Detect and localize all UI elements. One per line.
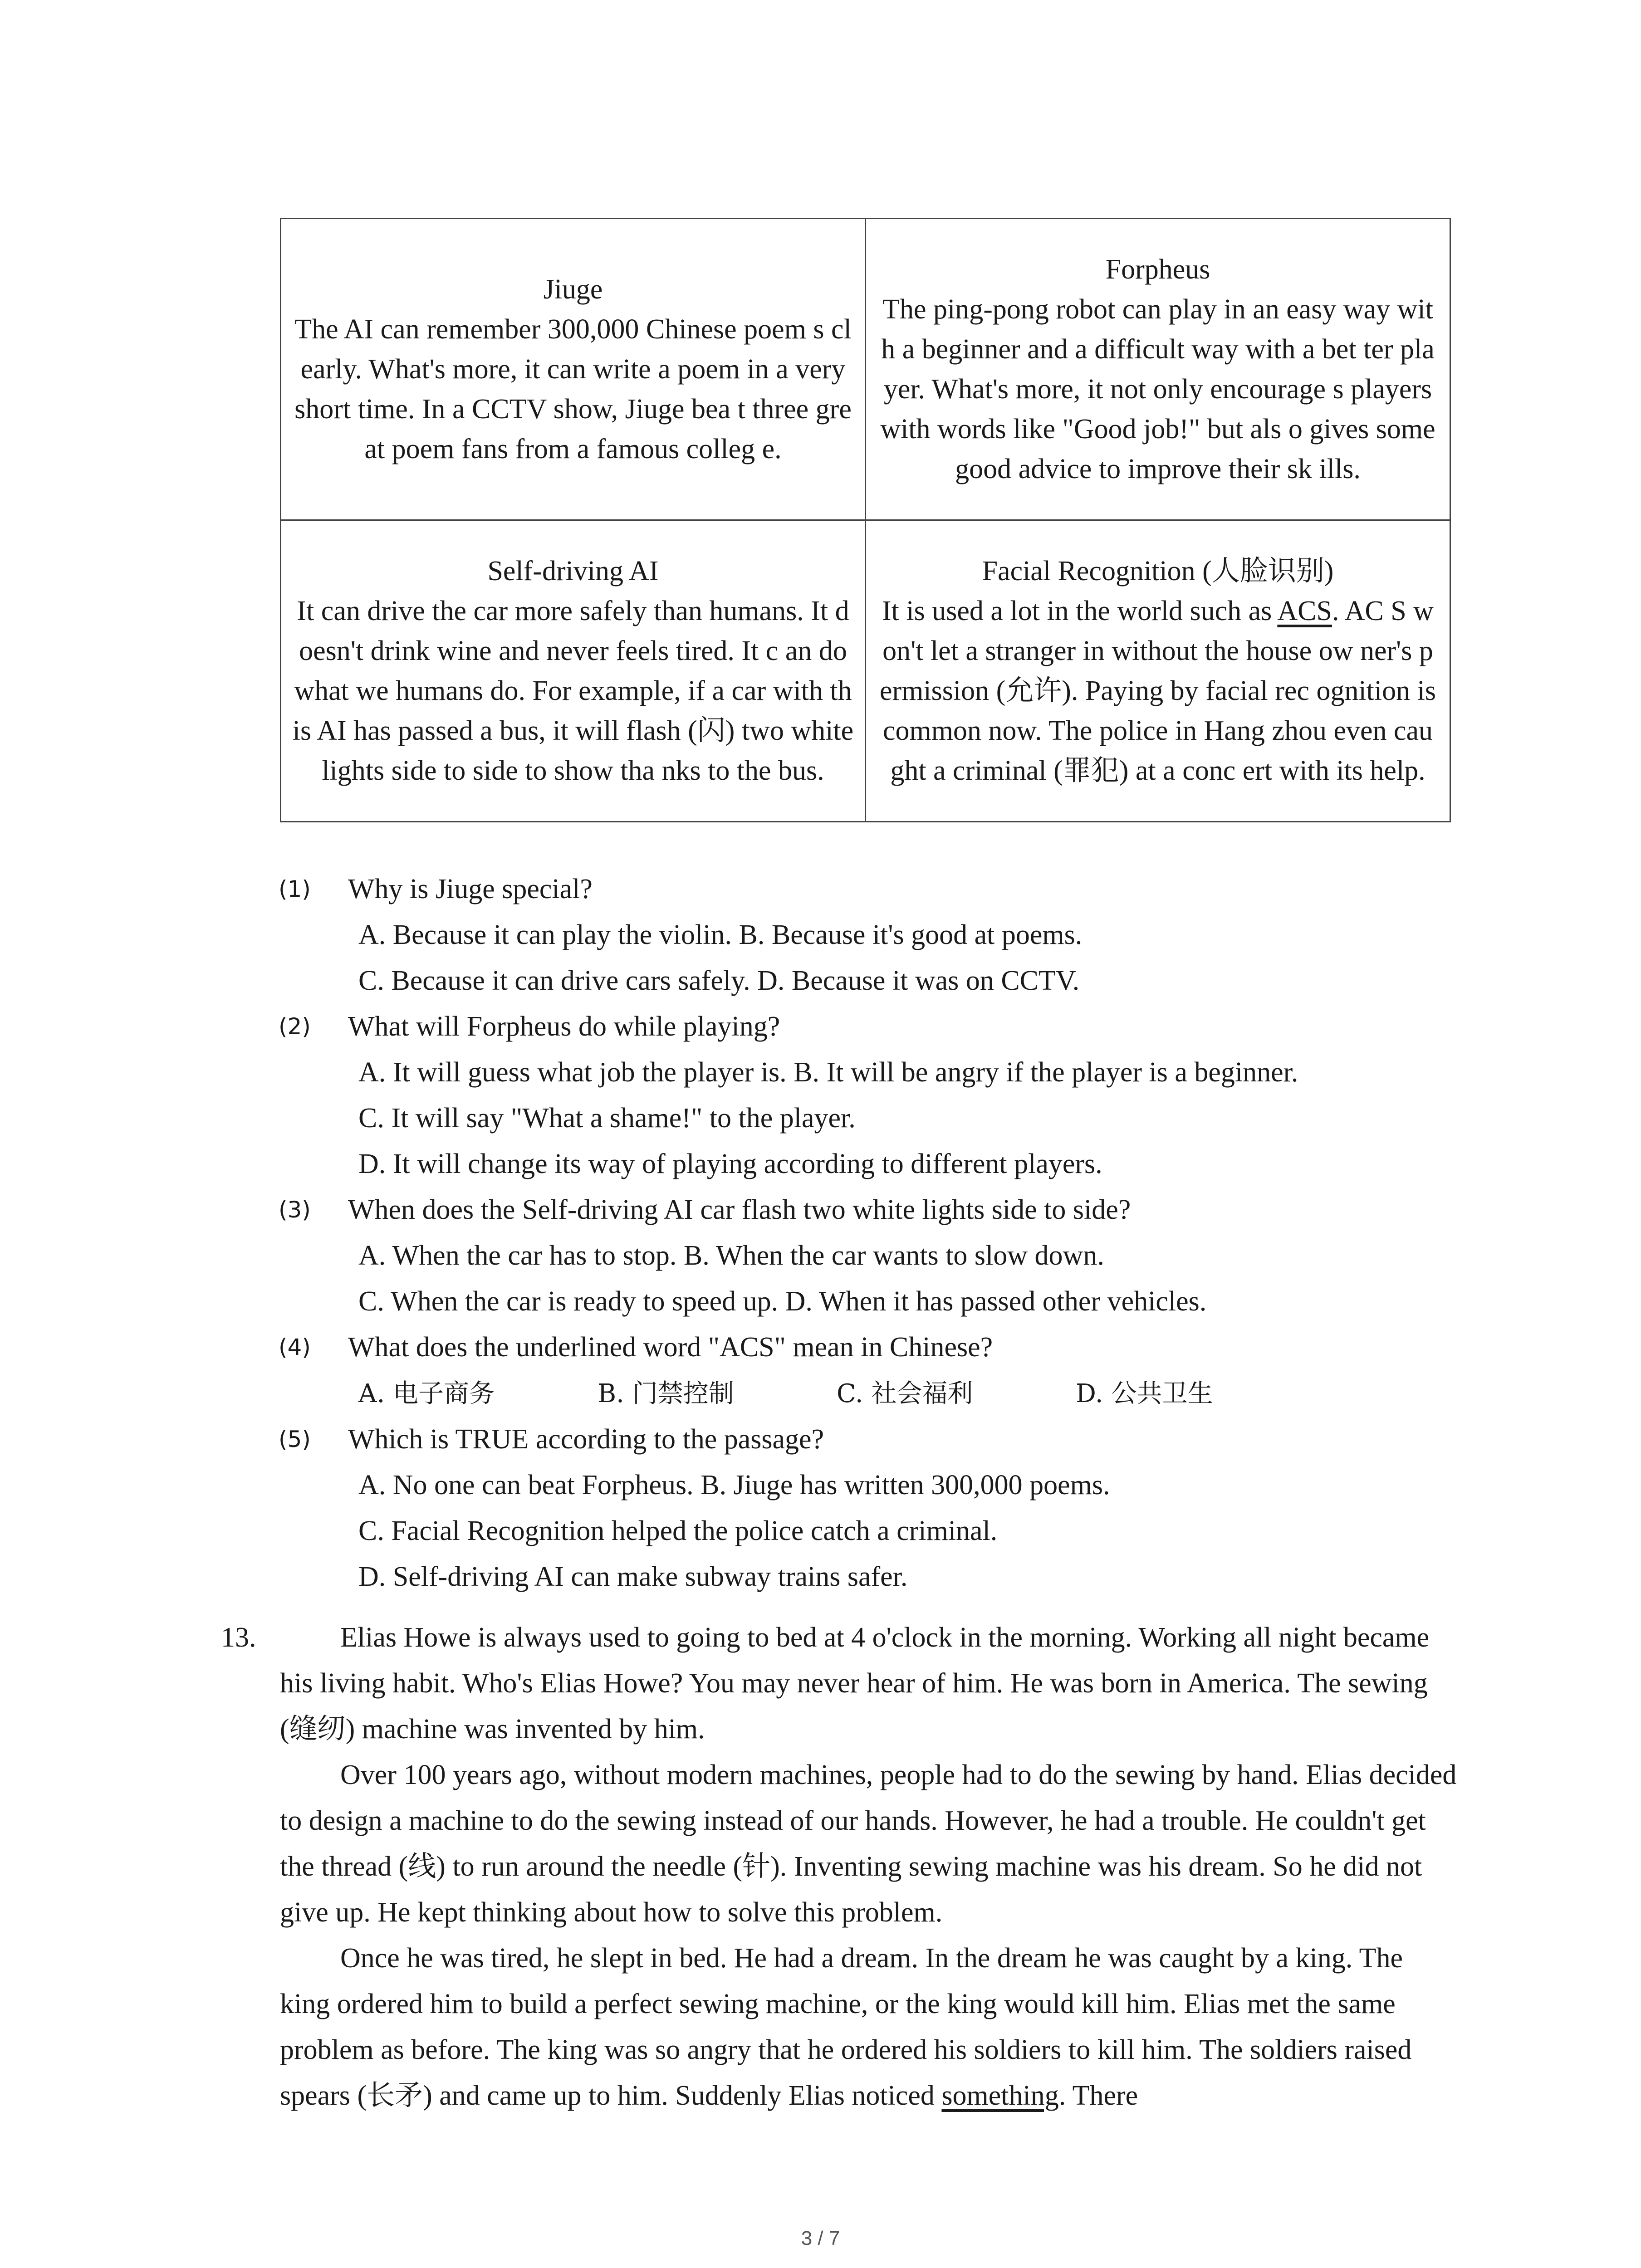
question-options-line: C. It will say "What a shame!" to the player. [358, 1103, 856, 1134]
facial-text-before: It is used a lot in the world such as [882, 596, 1278, 626]
question-list [280, 866, 1460, 1600]
paragraph: Elias Howe is always used to going to bed at 4 o'clock in the morning. Working all night became his living habit. Who's Elias Howe? You may never hear of him. He was born in America. The sewing (缝纫) machine was invented by him. [280, 1622, 1430, 1745]
cell-text-facial [877, 591, 1439, 791]
question-stem: When does the Self-driving AI car flash two white lights side to side? [348, 1194, 1131, 1225]
option-c: C. 社会福利 [837, 1379, 973, 1408]
question-number: (2) [279, 1013, 311, 1040]
question-options-line [358, 1370, 1460, 1417]
option-b: B. 门禁控制 [598, 1379, 734, 1408]
cell-self-driving [281, 520, 866, 822]
question-options-line: A. When the car has to stop. B. When the car wants to slow down. [358, 1240, 1104, 1271]
ai-info-table [280, 218, 1451, 822]
question-options-line: C. When the car is ready to speed up. D. When it has passed other vehicles. [358, 1286, 1207, 1317]
question-options-line: C. Because it can drive cars safely. D. Because it was on CCTV. [358, 965, 1080, 996]
option-d: D. 公共卫生 [1076, 1379, 1213, 1408]
underlined-something: something [941, 2080, 1059, 2111]
cell-text-self-driving: It can drive the car more safely than humans. It doesn't drink wine and never feels tired. It c an do what we humans do. For example, if a car with this AI has passed a bus, it will flash (闪) two white lights side to side to show tha nks to the bus. [292, 596, 854, 786]
question-number: (1) [279, 876, 311, 902]
question-options-line: A. It will guess what job the player is. B. It will be angry if the player is a beginner. [358, 1057, 1298, 1088]
cell-text-forpheus: The ping-pong robot can play in an easy way with a beginner and a difficult way with a bet ter player. What's more, it not only encourage s players with words like "Good job!" but als o gives some good advice to improve their sk ills. [880, 294, 1435, 484]
question-options-line: C. Facial Recognition helped the police catch a criminal. [358, 1515, 998, 1546]
page-number: 3 / 7 [801, 2227, 840, 2249]
question-number: (3) [279, 1197, 311, 1223]
cell-facial [866, 520, 1450, 822]
passage-number: 13. [221, 1622, 256, 1653]
paragraph: Over 100 years ago, without modern machines, people had to do the sewing by hand. Elias decided to design a machine to do the sewing instead of our hands. However, he had a trouble. He couldn't get the thread (线) to run around the needle (针). Inventing sewing machine was his dream. So he did not give up. He kept thinking about how to solve this problem. [280, 1760, 1457, 1928]
paragraph-text-before: Once he was tired, he slept in bed. He had a dream. In the dream he was caught by a king. The king ordered him to build a perfect sewing machine, or the king would kill him. Elias met the same problem as before. The king was so angry that he ordered his soldiers to kill him. The soldiers raised spears (长矛) and came up to him. Suddenly Elias noticed [280, 1943, 1412, 2111]
cell-title-self-driving: Self-driving AI [487, 556, 659, 587]
question-number: (4) [279, 1334, 311, 1360]
question-4 [280, 1325, 1460, 1417]
question-options-line: A. Because it can play the violin. B. Because it's good at poems. [358, 919, 1083, 950]
table-row [281, 520, 1450, 822]
cell-title-jiuge: Jiuge [543, 274, 603, 305]
question-5 [280, 1417, 1460, 1600]
question-3 [280, 1187, 1460, 1325]
question-stem: What will Forpheus do while playing? [348, 1011, 780, 1042]
cell-title-facial: Facial Recognition (人脸识别) [982, 556, 1334, 587]
table-row [281, 219, 1450, 520]
question-options-line: A. No one can beat Forpheus. B. Jiuge has written 300,000 poems. [358, 1470, 1110, 1501]
cell-forpheus [866, 219, 1450, 520]
question-stem: What does the underlined word "ACS" mean in Chinese? [348, 1332, 993, 1363]
question-number: (5) [279, 1426, 311, 1452]
cell-jiuge [281, 219, 866, 520]
paragraph-text-after: . There [1058, 2080, 1138, 2111]
paragraph [280, 1936, 1460, 2119]
passage-13 [221, 1615, 1460, 2119]
question-options-line: D. It will change its way of playing according to different players. [358, 1149, 1102, 1179]
option-a: A. 电子商务 [358, 1379, 495, 1408]
cell-title-forpheus: Forpheus [1105, 254, 1210, 285]
cell-text-jiuge: The AI can remember 300,000 Chinese poem s clearly. What's more, it can write a poem in a very short time. In a CCTV show, Jiuge bea t three great poem fans from a famous colleg e. [294, 314, 852, 464]
question-1 [280, 866, 1460, 1004]
question-stem: Why is Jiuge special? [348, 874, 593, 904]
question-2 [280, 1004, 1460, 1187]
question-stem: Which is TRUE according to the passage? [348, 1424, 824, 1455]
facial-text-after: . AC S won't let a stranger in without the house ow ner's permission (允许). Paying by facial rec ognition is common now. The police in Hang zhou even caught a criminal (罪犯) at a conc ert with its help. [880, 596, 1436, 786]
question-options-line: D. Self-driving AI can make subway trains safer. [358, 1561, 908, 1592]
underlined-acs: ACS [1277, 596, 1332, 626]
